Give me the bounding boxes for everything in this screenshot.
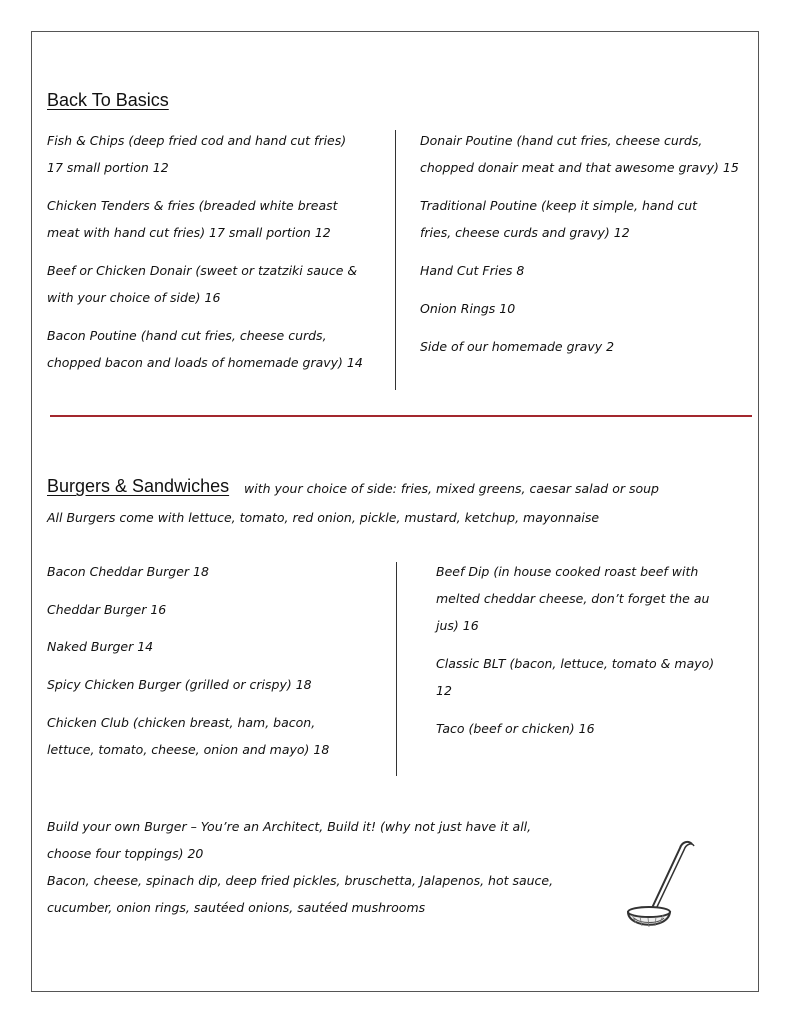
menu-item-line: Beef or Chicken Donair (sweet or tzatziki sauce & (47, 263, 358, 278)
column-divider (395, 130, 396, 390)
menu-item-line: Naked Burger 14 (47, 639, 154, 654)
menu-item-line: Spicy Chicken Burger (grilled or crispy) 18 (47, 677, 312, 692)
ladle-icon (622, 838, 702, 938)
menu-item-line: melted cheddar cheese, don’t forget the au (436, 591, 710, 606)
menu-item-line: chopped donair meat and that awesome gravy) 15 (420, 160, 739, 175)
menu-item-line: chopped bacon and loads of homemade gravy) 14 (47, 355, 363, 370)
menu-item-line: 12 (436, 683, 452, 698)
menu-item-line: Chicken Club (chicken breast, ham, bacon, (47, 715, 316, 730)
menu-item-line: Side of our homemade gravy 2 (420, 339, 615, 354)
menu-item-line: with your choice of side) 16 (47, 290, 221, 305)
menu-item-line: Cheddar Burger 16 (47, 602, 167, 617)
burger-toppings-note: All Burgers come with lettuce, tomato, red onion, pickle, mustard, ketchup, mayonnaise (47, 510, 600, 525)
menu-item-line: Build your own Burger – You’re an Architect, Build it! (why not just have it all, (47, 819, 532, 834)
menu-item-line: Bacon Poutine (hand cut fries, cheese curds, (47, 328, 327, 343)
menu-item-line: choose four toppings) 20 (47, 846, 204, 861)
menu-item-line: 17 small portion 12 (47, 160, 169, 175)
menu-item-line: Classic BLT (bacon, lettuce, tomato & mayo) (436, 656, 715, 671)
column-divider (396, 562, 397, 776)
menu-item-line: cucumber, onion rings, sautéed onions, sautéed mushrooms (47, 900, 426, 915)
menu-item-line: Chicken Tenders & fries (breaded white breast (47, 198, 338, 213)
section-title-back-to-basics: Back To Basics (47, 90, 169, 110)
menu-item-line: fries, cheese curds and gravy) 12 (420, 225, 630, 240)
menu-item-line: meat with hand cut fries) 17 small portion 12 (47, 225, 331, 240)
menu-item-line: jus) 16 (436, 618, 479, 633)
menu-item-line: Onion Rings 10 (420, 301, 516, 316)
menu-item-line: Donair Poutine (hand cut fries, cheese curds, (420, 133, 703, 148)
menu-item-line: Taco (beef or chicken) 16 (436, 721, 595, 736)
section-divider (50, 415, 752, 417)
menu-item-line: Beef Dip (in house cooked roast beef with (436, 564, 699, 579)
menu-item-line: Hand Cut Fries 8 (420, 263, 525, 278)
menu-item-line: Bacon, cheese, spinach dip, deep fried pickles, bruschetta, Jalapenos, hot sauce, (47, 873, 554, 888)
menu-item-line: Traditional Poutine (keep it simple, hand cut (420, 198, 698, 213)
side-choice-note: with your choice of side: fries, mixed greens, caesar salad or soup (244, 481, 659, 496)
menu-item-line: Fish & Chips (deep fried cod and hand cut fries) (47, 133, 347, 148)
menu-item-line: lettuce, tomato, cheese, onion and mayo) 18 (47, 742, 330, 757)
section-title-burgers: Burgers & Sandwiches (47, 476, 230, 496)
menu-item-line: Bacon Cheddar Burger 18 (47, 564, 209, 579)
